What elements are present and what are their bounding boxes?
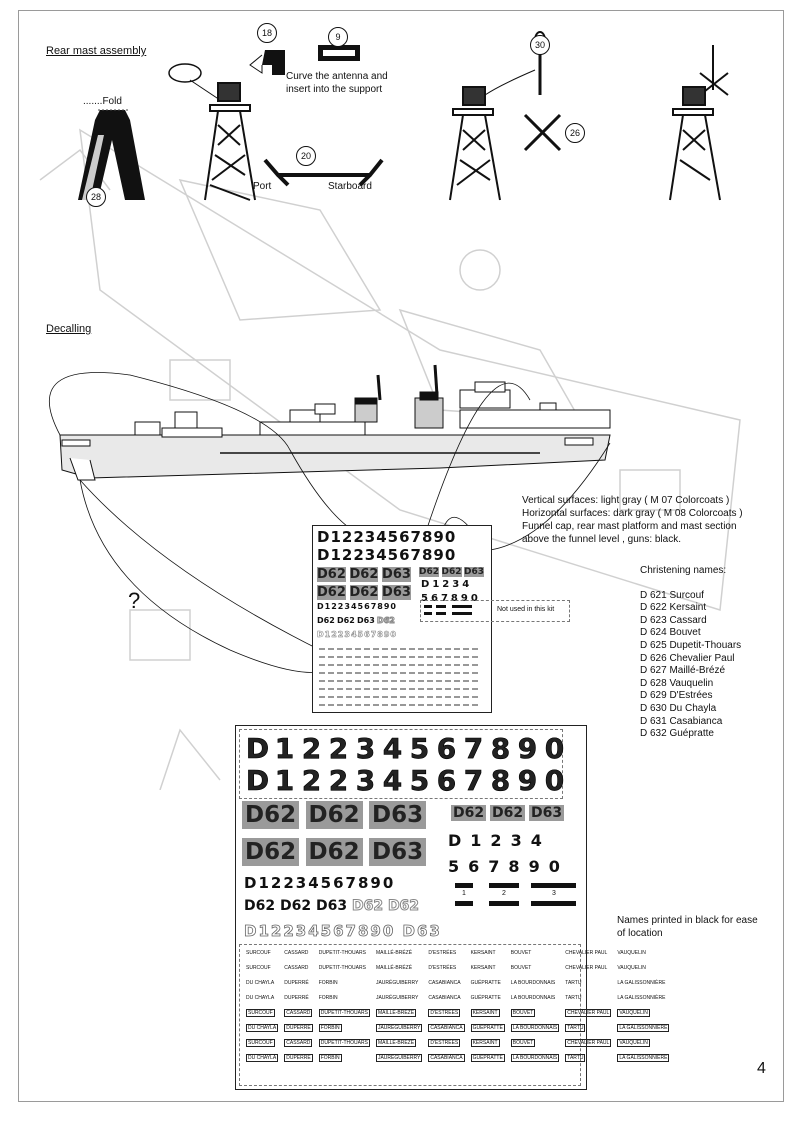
name-cell: DUPERRÉ (284, 979, 309, 986)
name-cell: JAURÉGUIBERRY (377, 1024, 421, 1031)
name-cell: BOUVET (512, 1039, 534, 1046)
name-cell: LA GALISSONNIÈRE (619, 1024, 668, 1031)
part-26-callout: 26 (565, 123, 585, 143)
paint-notes: Vertical surfaces: light gray ( M 07 Colorcoats ) Horizontal surfaces: dark gray ( M 08 Colorcoats ) Funnel cap, rear mast platform and mast section above the funnel level , guns: black. (522, 495, 743, 545)
page-number: 4 (757, 1060, 766, 1077)
name-cell: CASSARD (284, 949, 309, 956)
rear-mast-drawings (40, 25, 740, 215)
group-label-3: 3 (552, 890, 556, 897)
name-cell: VAUQUELIN (617, 964, 646, 971)
christening-name: D 632 Guépratte (640, 728, 714, 740)
name-cell: LA GALISSONNIÈRE (617, 994, 666, 1001)
name-cell: MAILLÉ-BRÉZÉ (375, 949, 413, 956)
christening-name: D 626 Chevalier Paul (640, 652, 735, 664)
small-sheet-codes-row-2: D62 D62 D63 (317, 585, 411, 600)
name-cell: FORBIN (320, 1054, 340, 1061)
name-cell: KERSAINT (472, 1009, 498, 1016)
table-row (243, 1020, 672, 1035)
christening-name: D 621 Surcouf (640, 589, 704, 601)
name-cell: VAUQUELIN (619, 1039, 648, 1046)
fold-label: .......Fold (83, 96, 122, 107)
name-cell: TARTU (567, 1054, 584, 1061)
name-cell: SURCOUF (248, 1009, 273, 1016)
name-cell: LA BOURDONNAIS (512, 1024, 558, 1031)
name-cell: FORBIN (318, 994, 338, 1001)
name-cell: LA GALISSONNIÈRE (619, 1054, 668, 1061)
group-label-1: 1 (462, 890, 466, 897)
christening-title: Christening names: (640, 565, 727, 576)
name-cell: CHEVALIER PAUL (565, 964, 608, 971)
christening-name: D 623 Cassard (640, 614, 707, 626)
part-28-callout: 28 (86, 187, 106, 207)
name-cell: DUPETIT-THOUARS (318, 949, 366, 956)
name-cell: BOUVET (510, 964, 532, 971)
small-sheet-name-lines (319, 644, 484, 709)
decalling-heading: Decalling (46, 323, 92, 335)
name-cell: MAILLÉ-BRÉZÉ (377, 1039, 415, 1046)
name-cell: CHEVALIER PAUL (565, 949, 608, 956)
port-label: Port (253, 181, 272, 192)
small-sheet-outline-row: D12234567890 (317, 630, 397, 639)
name-cell: GUÉPRATTE (470, 994, 501, 1001)
name-cell: DUPETIT-THOUARS (320, 1009, 368, 1016)
name-cell: DUPETIT-THOUARS (320, 1039, 368, 1046)
name-cell: TARTU (565, 994, 582, 1001)
name-cell: DUPERRÉ (286, 1024, 311, 1031)
christening-name: D 622 Kersaint (640, 602, 707, 614)
not-used-label: Not used in this kit (497, 606, 555, 613)
name-cell: D'ESTRÉES (430, 1039, 459, 1046)
part-9-callout: 9 (328, 27, 348, 47)
small-sheet-row-5: D12234567890 (317, 602, 397, 611)
name-cell: GUÉPRATTE (470, 979, 501, 986)
christening-names (640, 565, 741, 741)
name-cell: CHEVALIER PAUL (567, 1009, 610, 1016)
name-cell: DU CHAYLA (246, 979, 275, 986)
name-cell: SURCOUF (246, 964, 271, 971)
small-sheet-row-2: D12234567890 (317, 546, 457, 564)
name-cell: JAURÉGUIBERRY (377, 1054, 421, 1061)
name-cell: SURCOUF (246, 949, 271, 956)
table-row (243, 960, 672, 975)
name-cell: MAILLÉ-BRÉZÉ (377, 1009, 415, 1016)
name-cell: LA GALISSONNIÈRE (617, 979, 666, 986)
name-cell: CASABIANCA (430, 1054, 463, 1061)
christening-name: D 630 Du Chayla (640, 702, 717, 714)
ship-names-grid (243, 945, 668, 1065)
name-cell: VAUQUELIN (619, 1009, 648, 1016)
table-row (243, 1035, 672, 1050)
christening-name: D 631 Casabianca (640, 715, 723, 727)
name-cell: GUÉPRATTE (472, 1024, 503, 1031)
small-sheet-digit-block: D1234 567890 (421, 579, 481, 604)
name-cell: CASSARD (284, 964, 309, 971)
name-cell: CASABIANCA (428, 994, 461, 1001)
name-cell: JAURÉGUIBERRY (375, 994, 419, 1001)
christening-name: D 628 Vauquelin (640, 677, 714, 689)
name-cell: KERSAINT (470, 949, 496, 956)
large-sheet-outline-row: D12234567890 D63 (244, 922, 442, 940)
name-cell: CASABIANCA (430, 1024, 463, 1031)
group-label-2: 2 (502, 890, 506, 897)
name-cell: D'ESTRÉES (428, 964, 457, 971)
ship-names-table (243, 945, 672, 1065)
name-cell: JAURÉGUIBERRY (375, 979, 419, 986)
fold-part-28 (78, 110, 145, 200)
name-cell: TARTU (567, 1024, 584, 1031)
name-cell: KERSAINT (470, 964, 496, 971)
name-cell: BOUVET (510, 949, 532, 956)
name-cell: DU CHAYLA (246, 994, 275, 1001)
small-sheet-codes-row-1: D62 D62 D63 (317, 567, 411, 582)
name-cell: LA BOURDONNAIS (510, 994, 556, 1001)
small-sheet-codes-row-1b: D62 D62 D63 (419, 567, 485, 577)
names-note: Names printed in black for ease of location (617, 915, 758, 939)
name-cell: D'ESTRÉES (428, 949, 457, 956)
antenna-note: Curve the antenna and insert into the support (286, 71, 388, 95)
small-sheet-row-1: D12234567890 (317, 528, 457, 546)
starboard-label: Starboard (328, 181, 372, 192)
large-sheet-row-5: D12234567890 (244, 874, 396, 892)
part-30-callout: 30 (530, 35, 550, 55)
christening-name: D 629 D'Estrées (640, 690, 713, 702)
christening-name: D 625 Dupetit-Thouars (640, 639, 742, 651)
name-cell: FORBIN (320, 1024, 340, 1031)
name-cell: LA BOURDONNAIS (512, 1054, 558, 1061)
large-sheet-row-2: D 1 2 2 3 4 5 6 7 8 9 0 (245, 764, 565, 797)
table-row (243, 990, 672, 1005)
part-18-callout: 18 (257, 23, 277, 43)
name-cell: CHEVALIER PAUL (567, 1039, 610, 1046)
not-used-marks (424, 604, 484, 618)
group-marks (451, 881, 581, 921)
large-sheet-codes-row-1: D62 D62 D63 (242, 801, 426, 829)
large-sheet-codes-row-3: D62 D62 D63 (453, 805, 563, 821)
part-20-callout: 20 (296, 146, 316, 166)
name-cell: DUPETIT-THOUARS (318, 964, 366, 971)
name-cell: SURCOUF (248, 1039, 273, 1046)
table-row (243, 975, 672, 990)
name-cell: FORBIN (318, 979, 338, 986)
rear-mast-heading: Rear mast assembly (46, 45, 147, 57)
small-sheet-codes-row-3: D62 D62 D63 D62 (317, 616, 395, 625)
large-sheet-digit-block: D1234 567890 (448, 831, 569, 876)
large-sheet-codes-row-2: D62 D62 D63 (242, 838, 426, 866)
table-row (243, 1005, 672, 1020)
name-cell: CASSARD (286, 1009, 311, 1016)
name-cell: VAUQUELIN (617, 949, 646, 956)
table-row (243, 945, 672, 960)
name-cell: CASSARD (286, 1039, 311, 1046)
name-cell: DUPERRÉ (286, 1054, 311, 1061)
name-cell: LA BOURDONNAIS (510, 979, 556, 986)
table-row (243, 1050, 672, 1065)
christening-name: D 627 Maillé-Brézé (640, 665, 726, 677)
name-cell: GUÉPRATTE (472, 1054, 503, 1061)
name-cell: DUPERRÉ (284, 994, 309, 1001)
name-cell: DU CHAYLA (248, 1054, 277, 1061)
name-cell: KERSAINT (472, 1039, 498, 1046)
name-cell: D'ESTRÉES (430, 1009, 459, 1016)
name-cell: DU CHAYLA (248, 1024, 277, 1031)
large-sheet-codes-row-4: D62 D62 D63 D62 D62 (244, 898, 420, 914)
question-mark: ? (128, 588, 141, 613)
name-cell: TARTU (565, 979, 582, 986)
name-cell: CASABIANCA (428, 979, 461, 986)
large-sheet-row-1: D 1 2 2 3 4 5 6 7 8 9 0 (245, 732, 565, 765)
christening-name: D 624 Bouvet (640, 627, 701, 639)
name-cell: BOUVET (512, 1009, 534, 1016)
name-cell: MAILLÉ-BRÉZÉ (375, 964, 413, 971)
